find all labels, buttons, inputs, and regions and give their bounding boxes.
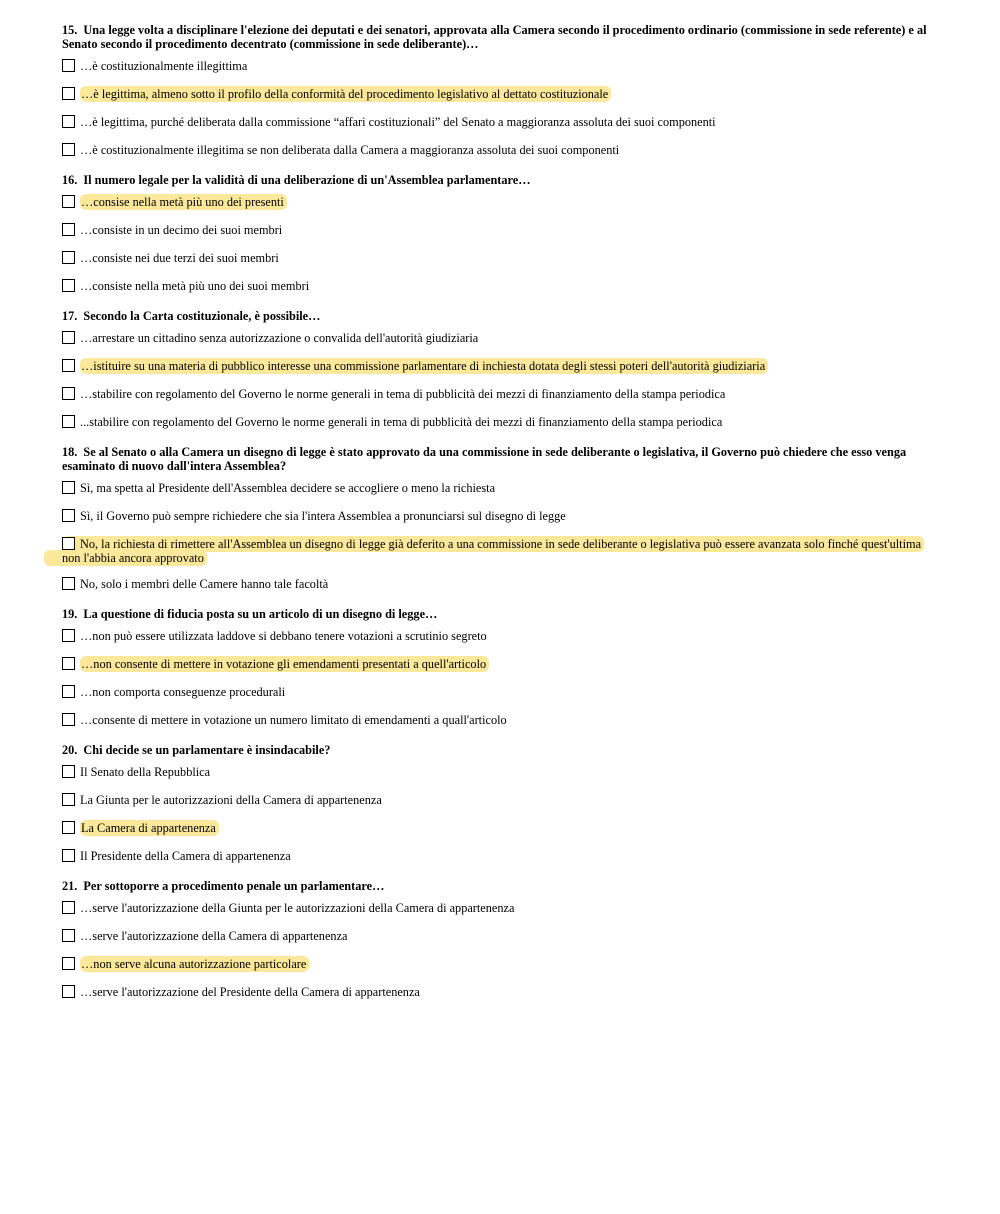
answer-option-label: Sì, il Governo può sempre richiedere che sia l'intera Assemblea a pronunciarsi sul disegno di legge [80, 509, 566, 523]
answer-checkbox[interactable] [62, 577, 75, 590]
answer-option-label: …consise nella metà più uno dei presenti [80, 194, 287, 210]
answer-option-label: …serve l'autorizzazione del Presidente della Camera di appartenenza [80, 985, 420, 999]
answer-option-label: ...stabilire con regolamento del Governo le norme generali in tema di pubblicità dei mezzi di finanziamento della stampa periodica [80, 415, 723, 429]
answer-option[interactable] [62, 629, 937, 645]
answer-checkbox[interactable] [62, 59, 75, 72]
answer-option[interactable] [62, 765, 937, 781]
answer-option[interactable] [62, 59, 937, 75]
answer-checkbox[interactable] [62, 195, 75, 208]
answer-option-label: …non consente di mettere in votazione gli emendamenti presentati a quell'articolo [80, 656, 489, 672]
answer-option-label: Il Presidente della Camera di appartenenza [80, 849, 291, 863]
answer-option-label: …non può essere utilizzata laddove si debbano tenere votazioni a scrutinio segreto [80, 629, 487, 643]
answer-option-selected[interactable] [62, 821, 937, 837]
answer-option[interactable] [62, 415, 937, 431]
question-title [62, 309, 937, 323]
question-block [62, 743, 937, 865]
answer-checkbox[interactable] [62, 657, 75, 670]
answer-checkbox[interactable] [62, 821, 75, 834]
answer-option-label: Il Senato della Repubblica [80, 765, 211, 779]
question-block [62, 309, 937, 431]
answer-option[interactable] [62, 901, 937, 917]
question-title [62, 445, 937, 473]
question-number: 15. [62, 23, 78, 37]
answer-option-selected[interactable] [62, 359, 937, 375]
question-title [62, 173, 937, 187]
answer-option-label: …consiste nella metà più uno dei suoi membri [80, 279, 310, 293]
question-text: Il numero legale per la validità di una deliberazione di un'Assemblea parlamentare… [83, 173, 531, 187]
question-number: 16. [62, 173, 78, 187]
question-number: 20. [62, 743, 78, 757]
answer-option[interactable] [62, 929, 937, 945]
answer-checkbox[interactable] [62, 481, 75, 494]
answer-option[interactable] [62, 713, 937, 729]
answer-checkbox[interactable] [62, 509, 75, 522]
answer-option-label: Sì, ma spetta al Presidente dell'Assemblea decidere se accogliere o meno la richiesta [80, 481, 496, 495]
answer-option-selected[interactable] [62, 957, 937, 973]
answer-checkbox[interactable] [62, 985, 75, 998]
answer-checkbox[interactable] [62, 629, 75, 642]
answer-option[interactable] [62, 685, 937, 701]
quiz-document [62, 23, 937, 1015]
answer-checkbox[interactable] [62, 901, 75, 914]
question-block [62, 173, 937, 295]
answer-option-selected[interactable] [62, 195, 937, 211]
answer-option[interactable] [62, 793, 937, 809]
question-text: Per sottoporre a procedimento penale un parlamentare… [83, 879, 385, 893]
answer-checkbox[interactable] [62, 849, 75, 862]
answer-option-label: …non serve alcuna autorizzazione particolare [80, 956, 309, 972]
answer-checkbox[interactable] [62, 537, 75, 550]
answer-checkbox[interactable] [62, 115, 75, 128]
answer-checkbox[interactable] [62, 279, 75, 292]
answer-option[interactable] [62, 115, 937, 131]
answer-option[interactable] [62, 577, 937, 593]
answer-option-label: …non comporta conseguenze procedurali [80, 685, 286, 699]
answer-option[interactable] [62, 985, 937, 1001]
answer-checkbox[interactable] [62, 387, 75, 400]
question-block [62, 445, 937, 593]
answer-checkbox[interactable] [62, 765, 75, 778]
question-title [62, 743, 937, 757]
answer-checkbox[interactable] [62, 685, 75, 698]
question-text: Una legge volta a disciplinare l'elezione dei deputati e dei senatori, approvata alla Camera secondo il procedimento ordinario (commissione in sede referente) e al Senato secondo il procedimento decentrato (commissione in sede deliberante)… [62, 23, 927, 51]
answer-option-label: …istituire su una materia di pubblico interesse una commissione parlamentare di inchiesta dotata degli stessi poteri dell'autorità giudiziaria [80, 358, 768, 374]
answer-option[interactable] [62, 331, 937, 347]
answer-option-label: …arrestare un cittadino senza autorizzazione o convalida dell'autorità giudiziaria [80, 331, 479, 345]
answer-option-label: …consiste nei due terzi dei suoi membri [80, 251, 279, 265]
answer-checkbox[interactable] [62, 929, 75, 942]
answer-option-selected[interactable] [62, 657, 937, 673]
answer-option-label: …è legittima, purché deliberata dalla commissione “affari costituzionali” del Senato a maggioranza assoluta dei suoi componenti [80, 115, 716, 129]
answer-option-label: …consiste in un decimo dei suoi membri [80, 223, 283, 237]
question-block [62, 23, 937, 159]
answer-checkbox[interactable] [62, 331, 75, 344]
answer-option[interactable] [62, 223, 937, 239]
answer-option[interactable] [62, 849, 937, 865]
question-text: Chi decide se un parlamentare è insindacabile? [83, 743, 331, 757]
question-block [62, 607, 937, 729]
answer-option-label: …è costituzionalmente illegitima se non deliberata dalla Camera a maggioranza assoluta dei suoi componenti [80, 143, 620, 157]
answer-option-label: No, solo i membri delle Camere hanno tale facoltà [80, 577, 329, 591]
question-number: 21. [62, 879, 78, 893]
answer-checkbox[interactable] [62, 223, 75, 236]
answer-option[interactable] [62, 251, 937, 267]
answer-option-label: …stabilire con regolamento del Governo le norme generali in tema di pubblicità dei mezzi di finanziamento della stampa periodica [80, 387, 726, 401]
answer-option-selected[interactable] [62, 537, 937, 565]
answer-checkbox[interactable] [62, 87, 75, 100]
answer-option-label: …serve l'autorizzazione della Camera di appartenenza [80, 929, 348, 943]
answer-option-label: …serve l'autorizzazione della Giunta per le autorizzazioni della Camera di appartenenza [80, 901, 515, 915]
question-block [62, 879, 937, 1001]
answer-option-label: …consente di mettere in votazione un numero limitato di emendamenti a quall'articolo [80, 713, 507, 727]
answer-option-label: La Camera di appartenenza [80, 820, 219, 836]
question-title [62, 879, 937, 893]
answer-option-label: La Giunta per le autorizzazioni della Camera di appartenenza [80, 793, 382, 807]
answer-checkbox[interactable] [62, 957, 75, 970]
answer-checkbox[interactable] [62, 143, 75, 156]
answer-option-selected[interactable] [62, 87, 937, 103]
answer-option[interactable] [62, 279, 937, 295]
answer-option-label: …è legittima, almeno sotto il profilo della conformità del procedimento legislativo al dettato costituzionale [80, 86, 611, 102]
answer-option[interactable] [62, 509, 937, 525]
answer-option-label: No, la richiesta di rimettere all'Assemblea un disegno di legge già deferito a una commissione in sede deliberante o legislativa può essere avanzata solo finché quest'ultima non l'abbia ancora approvato [44, 536, 924, 566]
answer-checkbox[interactable] [62, 415, 75, 428]
answer-option[interactable] [62, 143, 937, 159]
question-title [62, 23, 937, 51]
answer-option[interactable] [62, 481, 937, 497]
question-text: La questione di fiducia posta su un articolo di un disegno di legge… [83, 607, 438, 621]
question-number: 18. [62, 445, 78, 459]
answer-checkbox[interactable] [62, 793, 75, 806]
answer-checkbox[interactable] [62, 713, 75, 726]
question-text: Secondo la Carta costituzionale, è possibile… [83, 309, 321, 323]
question-number: 17. [62, 309, 78, 323]
question-title [62, 607, 937, 621]
answer-option-label: …è costituzionalmente illegittima [80, 59, 248, 73]
answer-checkbox[interactable] [62, 359, 75, 372]
answer-checkbox[interactable] [62, 251, 75, 264]
question-number: 19. [62, 607, 78, 621]
question-text: Se al Senato o alla Camera un disegno di legge è stato approvato da una commissione in sede deliberante o legislativa, il Governo può chiedere che esso venga esaminato di nuovo dall'intera Assemblea? [62, 445, 907, 473]
answer-option[interactable] [62, 387, 937, 403]
